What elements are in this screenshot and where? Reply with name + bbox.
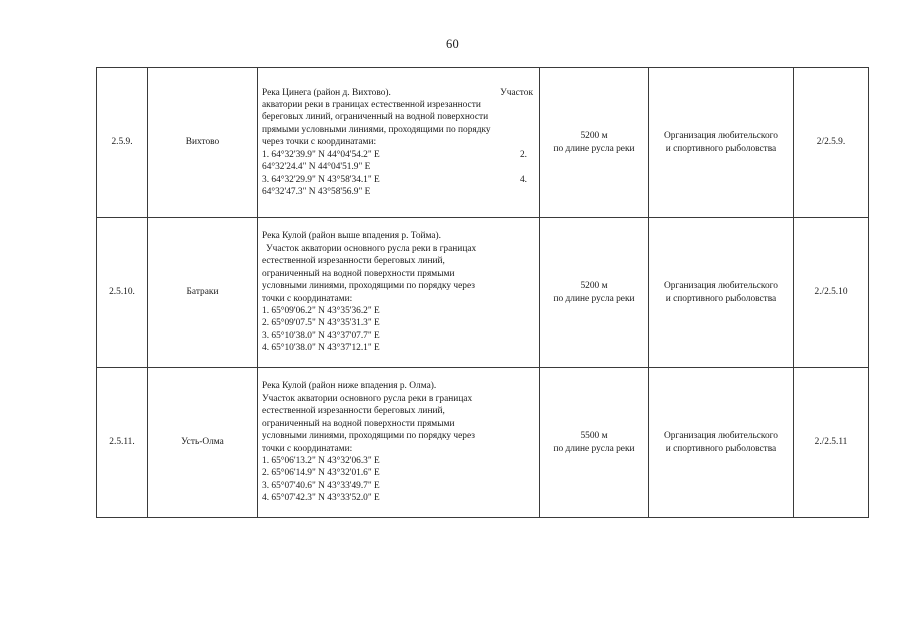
description-line: естественной изрезанности береговых линий, <box>262 256 445 267</box>
coordinate-line: 3. 65°10'38.0" N 43°37'07.7" E <box>262 330 380 341</box>
reference-cell: 2./2.5.10 <box>794 218 869 368</box>
page-number: 60 <box>445 37 460 51</box>
description-line: условными линиями, проходящими по порядку через <box>262 281 475 292</box>
description-line: точки с координатами: <box>262 443 353 454</box>
description-line: условными линиями, проходящими по порядку через <box>262 431 475 442</box>
coordinate-line: 3. 65°07'40.6" N 43°33'49.7" E <box>262 480 380 491</box>
row-number-cell: 2.5.10. <box>97 218 148 368</box>
coordinate-line <box>262 174 535 186</box>
description-line: ограниченный на водной поверхности прямыми <box>262 268 455 279</box>
coordinate-line: 64°32'24.4" N 44°04'51.9" E <box>262 162 371 173</box>
fishing-areas-table <box>96 67 869 518</box>
description-line: Река Кулой (район выше впадения р. Тойма). <box>262 231 442 242</box>
reference-cell: 2./2.5.11 <box>794 368 869 518</box>
coordinate-line: 1. 65°09'06.2" N 43°35'36.2" E <box>262 305 380 316</box>
description-line: Участок акватории основного русла реки в границах <box>262 393 473 404</box>
usage-cell <box>649 218 794 368</box>
table-row <box>97 68 869 218</box>
usage-line: и спортивного рыболовства <box>665 143 777 154</box>
site-name-cell: Усть-Олма <box>148 368 258 518</box>
usage-line: и спортивного рыболовства <box>665 443 777 454</box>
usage-line: Организация любительского <box>664 131 778 142</box>
description-line: через точки с координатами: <box>262 137 377 148</box>
usage-cell <box>649 68 794 218</box>
description-line: акватории реки в границах естественной изрезанности <box>262 100 481 111</box>
description-line: прямыми условными линиями, проходящими по порядку <box>262 124 491 135</box>
reference-cell: 2/2.5.9. <box>794 68 869 218</box>
coordinate-line: 2. 65°09'07.5" N 43°35'31.3" E <box>262 318 380 329</box>
description-line: Участок акватории основного русла реки в границах <box>266 243 477 254</box>
site-name-cell: Батраки <box>148 218 258 368</box>
coordinate-line: 4. 65°07'42.3" N 43°33'52.0" E <box>262 493 380 504</box>
coordinate-line: 2. 65°06'14.9" N 43°32'01.6" E <box>262 468 380 479</box>
usage-cell <box>649 368 794 518</box>
length-value: 5200 м <box>580 131 608 142</box>
coordinate-line: 4. 65°10'38.0" N 43°37'12.1" E <box>262 343 380 354</box>
length-value: 5200 м <box>580 281 608 292</box>
boundary-description-cell <box>258 218 540 368</box>
row-number-cell: 2.5.9. <box>97 68 148 218</box>
coordinate-text: 3. 64°32'29.9" N 43°58'34.1" E <box>262 174 380 185</box>
coordinate-line <box>262 149 535 161</box>
length-value: 5500 м <box>580 431 608 442</box>
coordinate-text: 1. 64°32'39.9" N 44°04'54.2" E <box>262 149 380 160</box>
description-line: Река Кулой (район ниже впадения р. Олма). <box>262 381 437 392</box>
site-name-cell: Вихтово <box>148 68 258 218</box>
length-note: по длине русла реки <box>553 143 635 154</box>
length-note: по длине русла реки <box>553 293 635 304</box>
row-number-cell: 2.5.11. <box>97 368 148 518</box>
description-line: ограниченный на водной поверхности прямыми <box>262 418 455 429</box>
description-line <box>262 87 535 99</box>
usage-line: Организация любительского <box>664 281 778 292</box>
table-row <box>97 218 869 368</box>
coordinate-text: 2. <box>519 149 527 160</box>
length-cell <box>540 218 649 368</box>
length-cell <box>540 68 649 218</box>
table-row <box>97 368 869 518</box>
boundary-description-cell <box>258 68 540 218</box>
usage-line: Организация любительского <box>664 431 778 442</box>
description-text: Река Цинега (район д. Вихтово). <box>262 87 391 98</box>
description-line: точки с координатами: <box>262 293 353 304</box>
description-line: естественной изрезанности береговых линий, <box>262 406 445 417</box>
coordinate-line: 64°32'47.3" N 43°58'56.9" E <box>262 186 371 197</box>
boundary-description-cell <box>258 368 540 518</box>
coordinate-text: 4. <box>519 174 527 185</box>
length-cell <box>540 368 649 518</box>
coordinate-line: 1. 65°06'13.2" N 43°32'06.3" E <box>262 455 380 466</box>
length-note: по длине русла реки <box>553 443 635 454</box>
description-text: Участок <box>500 87 533 98</box>
description-line: береговых линий, ограниченный на водной поверхности <box>262 112 489 123</box>
usage-line: и спортивного рыболовства <box>665 293 777 304</box>
